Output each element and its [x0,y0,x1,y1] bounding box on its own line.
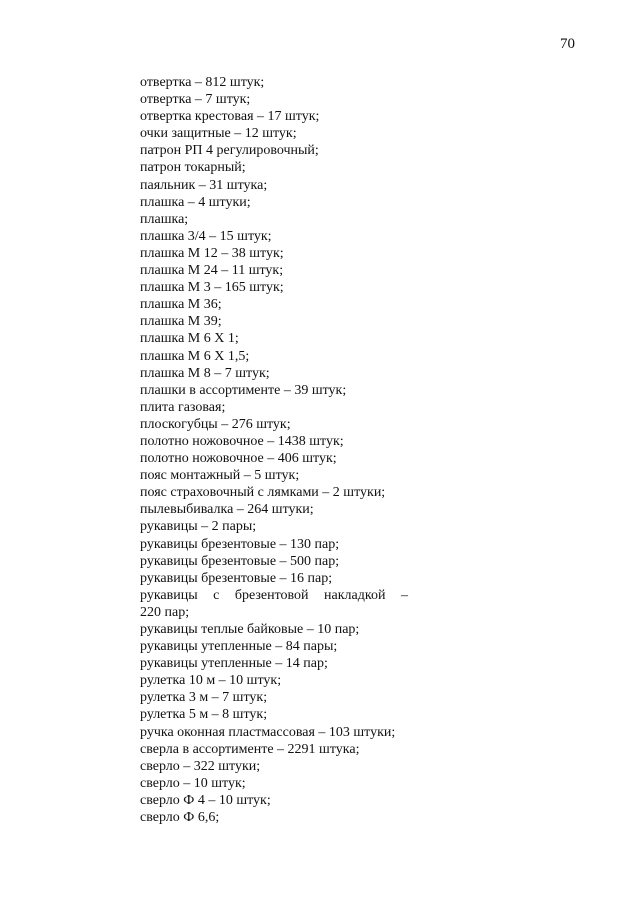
list-item: сверло – 322 штуки; [140,758,261,774]
list-item: рулетка 5 м – 8 штук; [140,707,268,723]
list-item: пояс страховочный с лямками – 2 штуки; [140,485,386,501]
list-item: плашка М 24 – 11 штук; [140,263,284,279]
list-item: плита газовая; [140,399,226,415]
wrapped-item-first-line [140,587,408,604]
list-item: отвертка крестовая – 17 штук; [140,109,320,125]
list-item: рукавицы брезентовые – 500 пар; [140,553,340,569]
list-item: рукавицы теплые байковые – 10 пар; [140,622,360,637]
list-item: рукавицы – 2 пары; [140,519,257,535]
list-item: отвертка – 812 штук; [140,75,265,90]
list-item: полотно ножовочное – 406 штук; [140,451,337,467]
list-item: очки защитные – 12 штук; [140,126,297,142]
wrapped-word: накладкой [324,587,386,603]
item-list [140,74,410,826]
list-item: плашка М 3 – 165 штук; [140,280,284,296]
list-item: плашка М 12 – 38 штук; [140,245,284,261]
list-item: паяльник – 31 штука; [140,177,268,193]
list-item: сверло Ф 6,6; [140,810,220,826]
list-item: рукавицы брезентовые – 16 пар; [140,570,333,586]
list-item: плашки в ассортименте – 39 штук; [140,382,347,398]
list-item: плоскогубцы – 276 штук; [140,416,291,432]
wrapped-word: – [400,587,408,603]
wrapped-item-continuation: 220 пар; [140,604,190,620]
list-item: сверло – 10 штук; [140,775,246,791]
list-item: рукавицы брезентовые – 130 пар; [140,536,340,552]
list-item: плашка М 36; [140,297,222,313]
list-item: плашка 3/4 – 15 штук; [140,228,272,244]
list-item: ручка оконная пластмассовая – 103 штуки; [140,724,396,740]
list-item: плашка – 4 штуки; [140,194,251,210]
list-item: рулетка 10 м – 10 штук; [140,673,282,689]
list-item: патрон токарный; [140,160,246,176]
wrapped-word: рукавицы [140,587,198,603]
wrapped-word: с [213,587,220,603]
page-number: 70 [560,36,575,52]
list-item: плашка М 39; [140,314,222,330]
list-item: рукавицы утепленные – 84 пары; [140,639,338,655]
list-item: полотно ножовочное – 1438 штук; [140,433,344,449]
list-item: рукавицы утепленные – 14 пар; [140,656,328,672]
list-item: плашка М 6 Х 1; [140,331,239,347]
list-item: пояс монтажный – 5 штук; [140,468,300,484]
list-item: пылевыбивалка – 264 штуки; [140,502,314,518]
list-item-wrapped [140,587,410,621]
list-item: сверло Ф 4 – 10 штук; [140,792,271,808]
list-item: плашка М 8 – 7 штук; [140,365,270,381]
list-item: патрон РП 4 регулировочный; [140,143,319,159]
list-item: рулетка 3 м – 7 штук; [140,690,268,706]
list-item: отвертка – 7 штук; [140,92,251,108]
wrapped-word: брезентовой [234,587,309,603]
list-item: сверла в ассортименте – 2291 штука; [140,741,360,757]
list-item: плашка; [140,211,189,227]
list-item: плашка М 6 Х 1,5; [140,348,250,364]
